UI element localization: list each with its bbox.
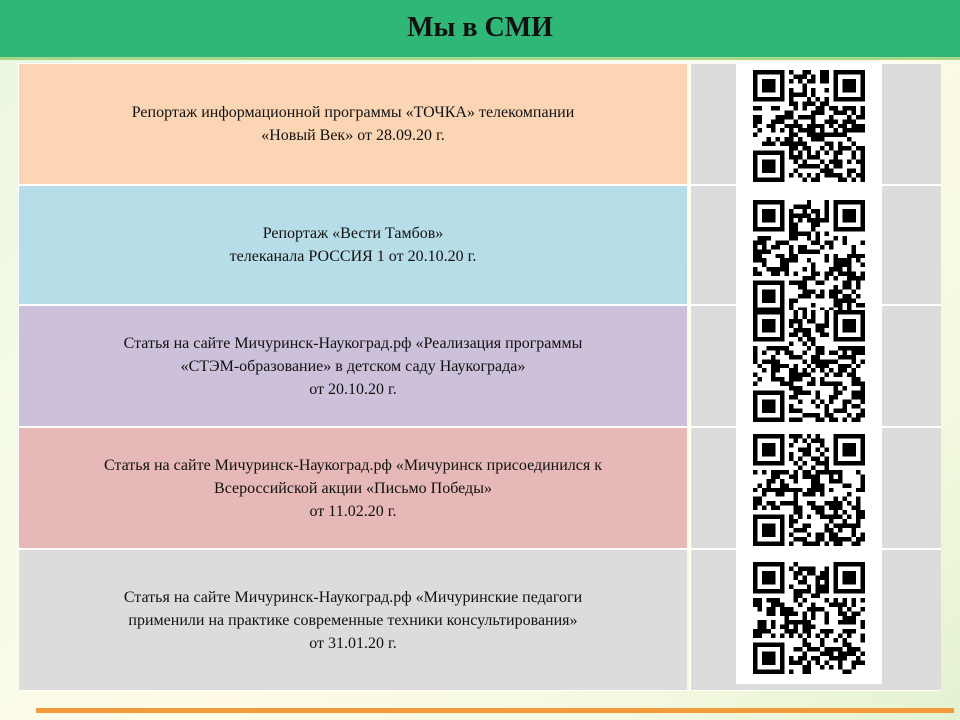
row-text: Репортаж информационной программы «ТОЧКА» телекомпании «Новый Век» от 28.09.20 г. <box>131 104 575 144</box>
row-description <box>19 428 687 548</box>
row-description <box>19 306 687 426</box>
row-description <box>19 64 687 184</box>
qr-code-icon[interactable] <box>746 434 872 546</box>
row-description <box>19 550 687 690</box>
page-title: Мы в СМИ <box>407 12 553 43</box>
row-text: Статья на сайте Мичуринск-Наукоград.рф «Мичуринские педагоги применили на практике современные техники консультирования» от 31.01.20 г. <box>123 588 583 652</box>
row-description <box>19 186 687 304</box>
row-text: Репортаж «Вести Тамбов» телеканала РОССИЯ 1 от 20.10.20 г. <box>229 225 477 265</box>
qr-code-icon[interactable] <box>746 200 872 312</box>
row-text: Статья на сайте Мичуринск-Наукоград.рф «Реализация программы «СТЭМ-образование» в детском саду Наукограда» от 20.10.20 г. <box>123 334 583 398</box>
qr-code-icon[interactable] <box>746 562 872 674</box>
qr-code-icon[interactable] <box>746 310 872 422</box>
title-bar <box>0 0 960 60</box>
qr-code-icon[interactable] <box>746 70 872 182</box>
qr-strip <box>736 62 882 684</box>
row-text: Статья на сайте Мичуринск-Наукоград.рф «Мичуринск присоединился к Всероссийской акции «Письмо Победы» от 11.02.20 г. <box>103 456 603 520</box>
bottom-accent-line <box>36 708 954 713</box>
